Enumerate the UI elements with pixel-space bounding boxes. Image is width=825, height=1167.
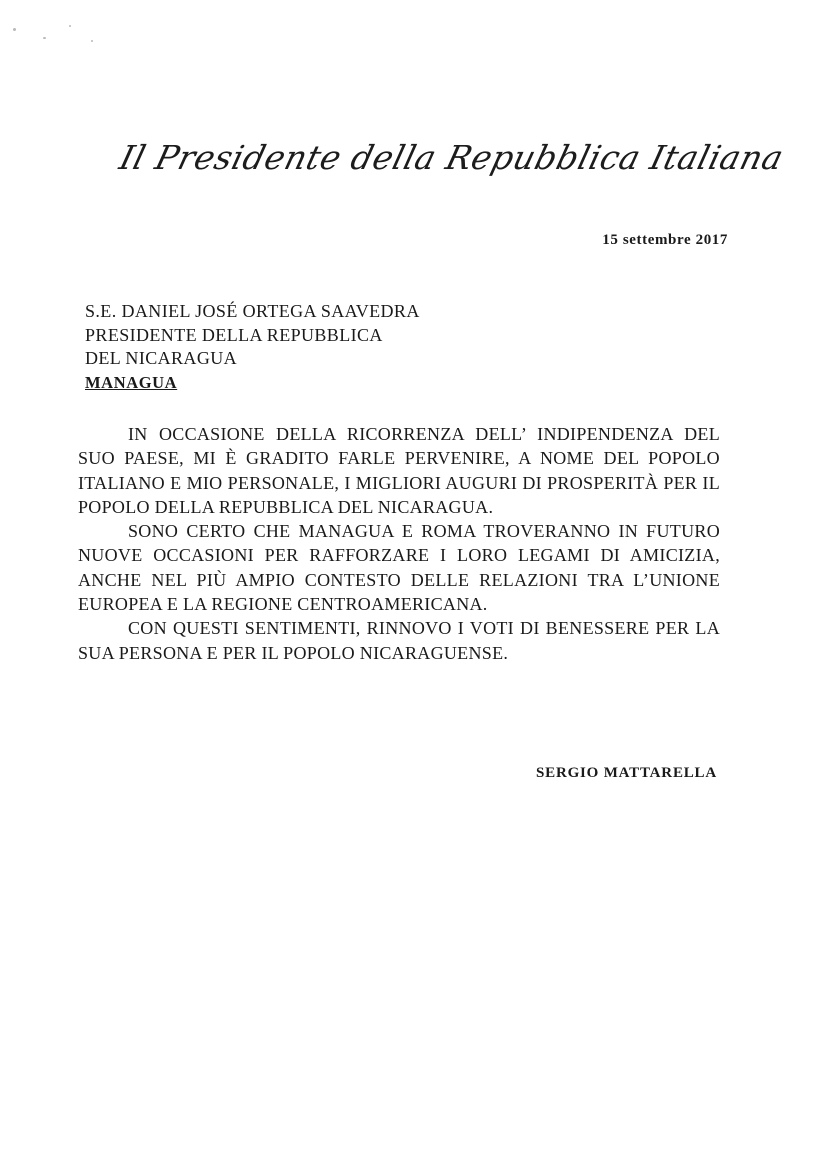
scan-speck — [43, 37, 46, 39]
recipient-city: MANAGUA — [85, 372, 178, 392]
letter-date: 15 settembre 2017 — [602, 232, 728, 248]
recipient-country: DEL NICARAGUA — [85, 348, 238, 368]
body-paragraph: IN OCCASIONE DELLA RICORRENZA DELL’ INDIPENDENZA DEL SUO PAESE, MI È GRADITO FARLE PERVENIRE, A NOME DEL POPOLO ITALIANO E MIO PERSONALE, I MIGLIORI AUGURI DI PROSPERITÀ PER IL POPOLO DELLA REPUBBLICA DEL NICARAGUA. — [78, 424, 720, 517]
recipient-title: PRESIDENTE DELLA REPUBBLICA — [85, 324, 383, 345]
recipient-name: S.E. DANIEL JOSÉ ORTEGA SAAVEDRA — [85, 301, 420, 321]
body-paragraph: CON QUESTI SENTIMENTI, RINNOVO I VOTI DI BENESSERE PER LA SUA PERSONA E PER IL POPOLO NICARAGUENSE. — [78, 618, 720, 663]
scan-speck — [91, 40, 93, 42]
recipient-address — [85, 300, 420, 394]
letter-body — [78, 422, 720, 665]
scan-speck — [13, 28, 16, 31]
body-paragraph: SONO CERTO CHE MANAGUA E ROMA TROVERANNO IN FUTURO NUOVE OCCASIONI PER RAFFORZARE I LORO LEGAMI DI AMICIZIA, ANCHE NEL PIÙ AMPIO CONTESTO DELLE RELAZIONI TRA L’UNIONE EUROPEA E LA REGIONE CENTROAMERICANA. — [78, 521, 720, 615]
letterhead-title: Il Presidente della Repubblica Italiana — [115, 138, 788, 177]
scan-speck — [69, 25, 71, 27]
signature: SERGIO MATTARELLA — [536, 765, 717, 781]
